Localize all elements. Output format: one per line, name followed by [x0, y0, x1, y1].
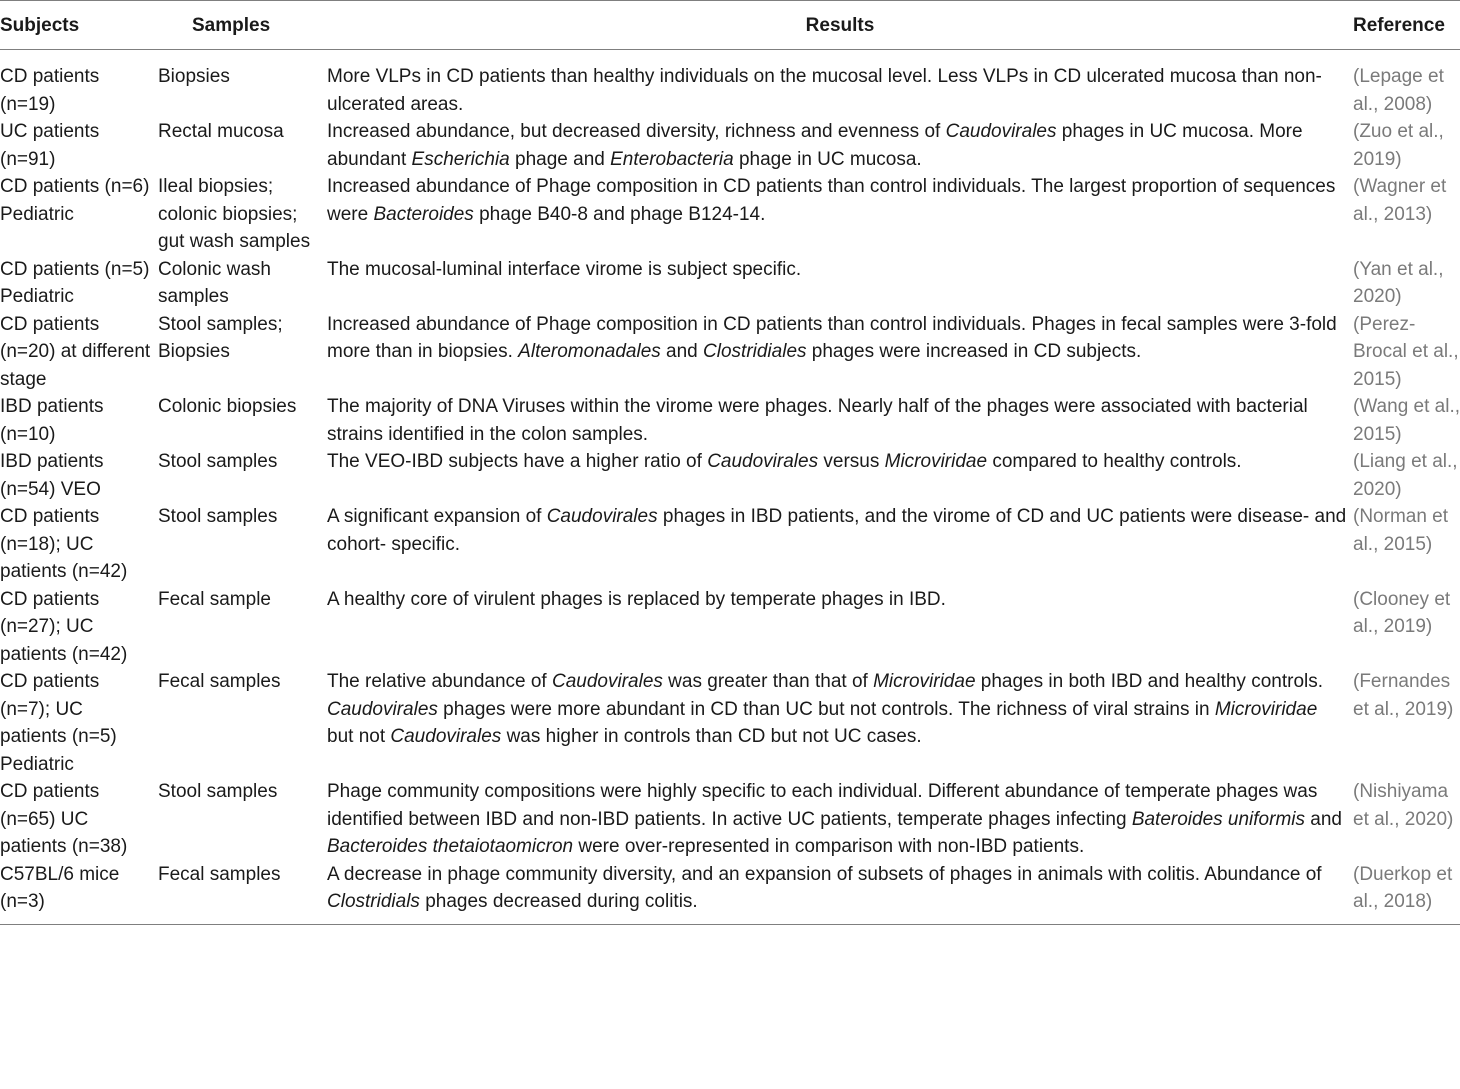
result-text: and: [1305, 808, 1342, 830]
header-subjects: Subjects: [0, 1, 158, 50]
cell-reference[interactable]: (Nishiyama et al., 2020): [1353, 781, 1454, 830]
italic-taxon: Bateroides uniformis: [1131, 808, 1306, 830]
result-text: The VEO-IBD subjects have a higher ratio of: [327, 451, 708, 472]
header-reference: Reference: [1353, 1, 1460, 50]
italic-taxon: Alteromonadales: [518, 341, 661, 362]
cell-subjects: CD patients (n=20) at different stage: [0, 313, 151, 390]
result-text: Phage community compositions were highly specific to each individual. Different abundance of temperate phages was identified between IBD and non-IBD patients. In active UC patients, temperate phages infecting: [327, 781, 1318, 830]
result-text: The relative abundance of: [327, 671, 552, 692]
italic-taxon: Caudovirales: [707, 451, 819, 472]
table-row: [0, 586, 1460, 669]
cell-samples: Rectal mucosa: [158, 121, 284, 142]
table-row: [0, 861, 1460, 925]
cell-results: [327, 448, 1353, 503]
italic-taxon: Bacteroides: [373, 203, 474, 225]
cell-results: [327, 173, 1353, 256]
cell-reference[interactable]: (Norman et al., 2015): [1353, 506, 1449, 555]
cell-samples: Biopsies: [158, 66, 230, 87]
cell-samples: Stool samples: [158, 451, 278, 472]
cell-subjects: UC patients (n=91): [0, 121, 100, 170]
result-text: phages in UC mucosa. More abundant: [327, 121, 1303, 170]
result-text: The mucosal-luminal interface virome is subject specific.: [327, 258, 802, 280]
cell-reference[interactable]: (Fernandes et al., 2019): [1353, 671, 1454, 720]
italic-taxon: Microviridae: [873, 671, 976, 692]
italic-taxon: Enterobacteria: [610, 148, 734, 170]
cell-subjects: IBD patients (n=54) VEO: [0, 451, 104, 500]
result-text: A significant expansion of: [327, 506, 547, 527]
cell-samples: Fecal samples: [158, 671, 281, 692]
cell-subjects: CD patients (n=7); UC patients (n=5) Pediatric: [0, 671, 117, 775]
italic-taxon: Caudovirales: [945, 121, 1057, 142]
cell-subjects: CD patients (n=5) Pediatric: [0, 258, 150, 307]
italic-taxon: Clostridials: [327, 891, 420, 912]
result-text: compared to healthy controls.: [987, 451, 1242, 472]
cell-subjects: CD patients (n=6) Pediatric: [0, 176, 150, 225]
result-text: phage and: [509, 148, 611, 170]
cell-results: [327, 778, 1353, 861]
result-text: and: [660, 341, 704, 362]
cell-results: [327, 118, 1353, 173]
table-row: [0, 173, 1460, 256]
cell-samples: Stool samples: [158, 781, 278, 802]
result-text: The majority of DNA Viruses within the virome were phages. Nearly half of the phages were associated with bacterial strains identified in the colon samples.: [327, 396, 1308, 445]
result-text: versus: [818, 451, 885, 472]
cell-results: [327, 668, 1353, 778]
result-text: More VLPs in CD patients than healthy individuals on the mucosal level. Less VLPs in CD ulcerated mucosa than non-ulcerated areas.: [327, 66, 1322, 115]
result-text: A healthy core of virulent phages is replaced by temperate phages in IBD.: [327, 588, 946, 610]
header-row: [0, 1, 1460, 50]
table-row: [0, 118, 1460, 173]
cell-results: [327, 311, 1353, 394]
result-text: was greater than that of: [662, 671, 874, 692]
table-row: [0, 448, 1460, 503]
result-text: was higher in controls than CD but not UC cases.: [501, 726, 922, 747]
table-row: [0, 668, 1460, 778]
cell-reference[interactable]: (Lepage et al., 2008): [1353, 66, 1444, 115]
italic-taxon: Escherichia: [411, 148, 510, 170]
cell-reference[interactable]: (Wagner et al., 2013): [1353, 176, 1447, 225]
cell-reference[interactable]: (Clooney et al., 2019): [1353, 588, 1451, 637]
italic-taxon: Bacteroides thetaiotaomicron: [327, 836, 574, 857]
cell-samples: Colonic wash samples: [158, 258, 271, 307]
cell-subjects: CD patients (n=27); UC patients (n=42): [0, 588, 128, 665]
result-text: phages decreased during colitis.: [419, 891, 698, 912]
table-header: [0, 1, 1460, 50]
result-text: Increased abundance of Phage composition in CD patients than control individuals. The largest proportion of sequences were: [327, 176, 1336, 225]
result-text: phage in UC mucosa.: [733, 148, 922, 170]
cell-subjects: CD patients (n=19): [0, 66, 100, 115]
cell-reference[interactable]: (Wang et al., 2015): [1353, 396, 1460, 445]
cell-reference[interactable]: (Yan et al., 2020): [1353, 258, 1444, 307]
cell-subjects: IBD patients (n=10): [0, 396, 104, 445]
cell-results: [327, 256, 1353, 311]
italic-taxon: Microviridae: [1214, 698, 1318, 720]
italic-taxon: Clostridiales: [703, 341, 807, 362]
italic-taxon: Caudovirales: [552, 671, 663, 692]
cell-results: [327, 50, 1353, 119]
table-row: [0, 503, 1460, 586]
cell-results: [327, 586, 1353, 669]
cell-samples: Fecal samples: [158, 861, 327, 925]
result-text: A decrease in phage community diversity, and an expansion of subsets of phages in animals with colitis. Abundance of: [327, 863, 1322, 885]
cell-samples: Stool samples; Biopsies: [158, 313, 283, 362]
italic-taxon: Microviridae: [884, 451, 988, 472]
result-text: Increased abundance, but decreased diversity, richness and evenness of: [327, 121, 946, 142]
result-text: phages were increased in CD subjects.: [806, 341, 1142, 362]
result-text: phages in both IBD and healthy controls.: [975, 671, 1324, 692]
cell-samples: Colonic biopsies: [158, 396, 297, 417]
result-text: phage B40-8 and phage B124-14.: [473, 203, 766, 225]
cell-subjects: C57BL/6 mice (n=3): [0, 861, 158, 925]
cell-reference[interactable]: (Zuo et al., 2019): [1353, 121, 1444, 170]
table-row: [0, 50, 1460, 119]
header-samples: Samples: [158, 1, 327, 50]
table-body: [0, 50, 1460, 925]
result-text: phages in IBD patients, and the virome of CD and UC patients were disease- and cohort- specific.: [327, 506, 1347, 555]
italic-taxon: Caudovirales: [390, 726, 502, 747]
header-results: Results: [327, 1, 1353, 50]
cell-samples: Stool samples: [158, 506, 278, 527]
table-row: [0, 311, 1460, 394]
cell-results: [327, 861, 1353, 925]
cell-samples: Fecal sample: [158, 588, 271, 610]
cell-subjects: CD patients (n=18); UC patients (n=42): [0, 506, 128, 582]
cell-reference[interactable]: (Liang et al., 2020): [1353, 451, 1458, 500]
result-text: were over-represented in comparison with non-IBD patients.: [573, 836, 1085, 857]
result-text: Increased abundance of Phage composition in CD patients than control individuals. Phages in fecal samples were 3-fold more than in biopsies.: [327, 313, 1337, 362]
cell-results: [327, 393, 1353, 448]
cell-results: [327, 503, 1353, 586]
table-row: [0, 256, 1460, 311]
result-text: phages were more abundant in CD than UC but not controls. The richness of viral strains in: [437, 698, 1215, 720]
cell-subjects: CD patients (n=65) UC patients (n=38): [0, 781, 128, 857]
table-row: [0, 393, 1460, 448]
cell-reference[interactable]: (Duerkop et al., 2018): [1353, 861, 1460, 925]
cell-reference[interactable]: (Perez-Brocal et al., 2015): [1353, 313, 1459, 390]
cell-samples: Ileal biopsies; colonic biopsies; gut wash samples: [158, 176, 311, 252]
result-text: but not: [327, 726, 391, 747]
italic-taxon: Caudovirales: [546, 506, 658, 527]
italic-taxon: Caudovirales: [327, 698, 438, 720]
table-row: [0, 778, 1460, 861]
